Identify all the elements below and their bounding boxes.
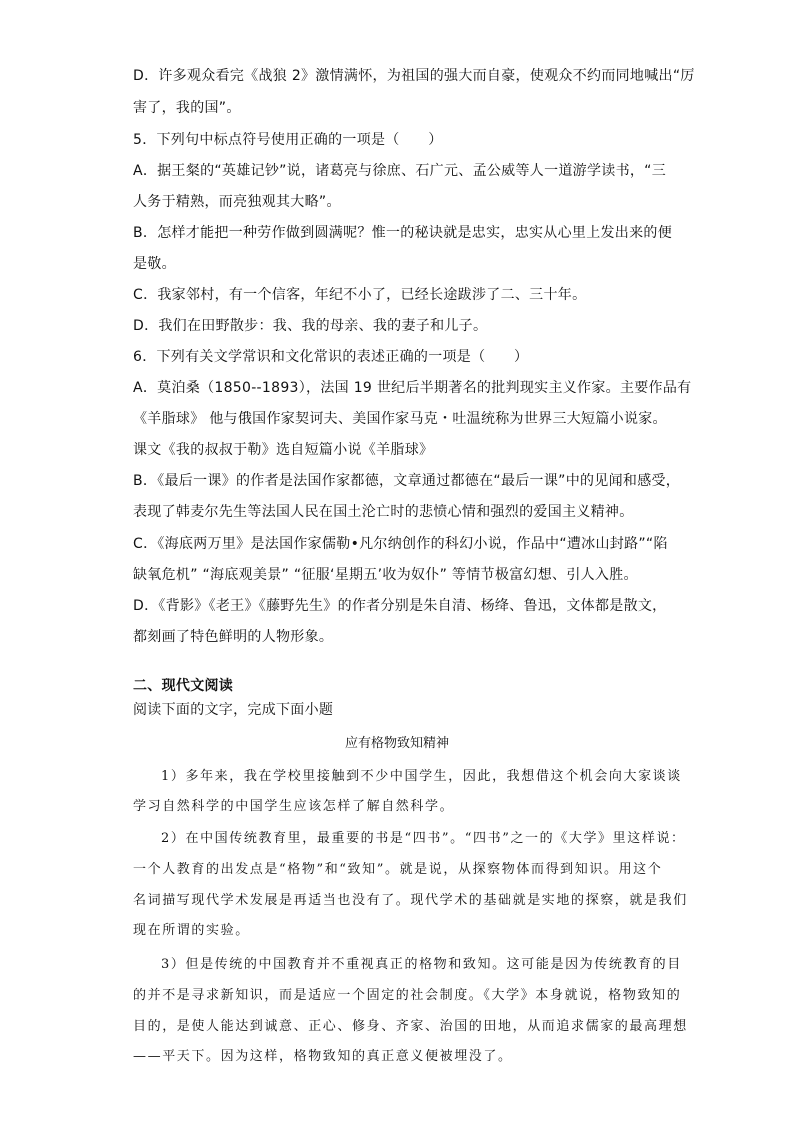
paragraph-3-line-1: 3）但是传统的中国教育并不重视真正的格物和致知。这可能是因为传统教育的目: [161, 957, 682, 972]
q6-option-c-line-1: C．《海底两万里》是法国作家儒勒•凡尔纳创作的科幻小说，作品中“遭冰山封路”“陷: [133, 536, 668, 552]
q5-option-b-line-2: 是敬。: [133, 256, 176, 272]
q6-option-b-line-2: 表现了韩麦尔先生等法国人民在国土沦亡时的悲愤心情和强烈的爱国主义精神。: [133, 504, 634, 520]
q6-option-b-line-1: B．《最后一课》的作者是法国作家都德，文章通过都德在“最后一课”中的见闻和感受，: [133, 473, 681, 489]
q5-option-d: D．我们在田野散步：我、我的母亲、我的妻子和儿子。: [133, 318, 488, 334]
q4-option-d-line-1: D．许多观众看完《战狼 2》激情满怀，为祖国的强大而自豪，使观众不约而同地喊出“厉: [133, 68, 695, 84]
paragraph-2-line-2: 一个人教育的出发点是“格物”和“致知”。就是说，从探察物体而得到知识。用这个: [133, 862, 663, 877]
paragraph-3-line-2: 的并不是寻求新知识，而是适应一个固定的社会制度。《大学》本身就说，格物致知的: [133, 988, 682, 1003]
q5-option-a-line-1: A．据王粲的“英雄记钞”说，诸葛亮与徐庶、石广元、孟公威等人一道游学读书，“三: [133, 163, 667, 179]
q4-option-d-line-2: 害了，我的国”。: [133, 100, 241, 116]
q6-option-d-line-1: D．《背影》《老王》《藤野先生》的作者分别是朱自清、杨绛、鲁迅，文体都是散文，: [133, 598, 667, 614]
q5-option-c: C．我家邻村，有一个信客，年纪不小了，已经长途跋涉了二、三十年。: [133, 287, 587, 303]
q6-option-c-line-2: 缺氧危机” “海底观美景” “征服‘星期五’收为奴仆” 等情节极富幻想、引人入胜。: [133, 567, 638, 583]
q5-stem: 5．下列句中标点符号使用正确的一项是（ ）: [133, 132, 443, 148]
paragraph-1-line-2: 学习自然科学的中国学生应该怎样了解自然科学。: [133, 799, 455, 814]
q6-option-a-line-2: 《羊脂球》 他与俄国作家契诃夫、美国作家马克・吐温统称为世界三大短篇小说家。: [133, 411, 667, 427]
q6-option-d-line-2: 都刻画了特色鲜明的人物形象。: [133, 629, 334, 645]
q5-option-b-line-1: B．怎样才能把一种劳作做到圆满呢？惟一的秘诀就是忠实，忠实从心里上发出来的便: [133, 225, 673, 241]
section-heading: 二、现代文阅读: [133, 678, 234, 694]
paragraph-3-line-3: 目的，是使人能达到诚意、正心、修身、齐家、治国的田地，从而追求儒家的最高理想: [133, 1019, 688, 1034]
paragraph-1-line-1: 1）多年来，我在学校里接触到不少中国学生，因此，我想借这个机会向大家谈谈: [161, 769, 682, 784]
section-instruction: 阅读下面的文字，完成下面小题: [133, 702, 334, 718]
paragraph-2-line-1: 2）在中国传统教育里，最重要的书是“四书”。“四书”之一的《大学》里这样说：: [161, 831, 686, 846]
paragraph-2-line-3: 名词描写现代学术发展是再适当也没有了。现代学术的基础就是实地的探察，就是我们: [133, 893, 688, 908]
paragraph-2-line-4: 现在所谓的实验。: [133, 923, 250, 938]
q6-option-a-line-1: A．莫泊桑（1850--1893），法国 19 世纪后半期著名的批判现实主义作家。主要作品有: [133, 380, 692, 396]
q6-option-a-line-3: 课文《我的叔叔于勒》选自短篇小说《羊脂球》: [133, 442, 434, 458]
q5-option-a-line-2: 人务于精熟，而亮独观其大略”。: [133, 194, 341, 210]
q6-stem: 6．下列有关文学常识和文化常识的表述正确的一项是（ ）: [133, 349, 529, 365]
paragraph-3-line-4: ——平天下。因为这样，格物致知的真正意义便被埋没了。: [133, 1049, 513, 1064]
article-title: 应有格物致知精神: [344, 736, 449, 751]
